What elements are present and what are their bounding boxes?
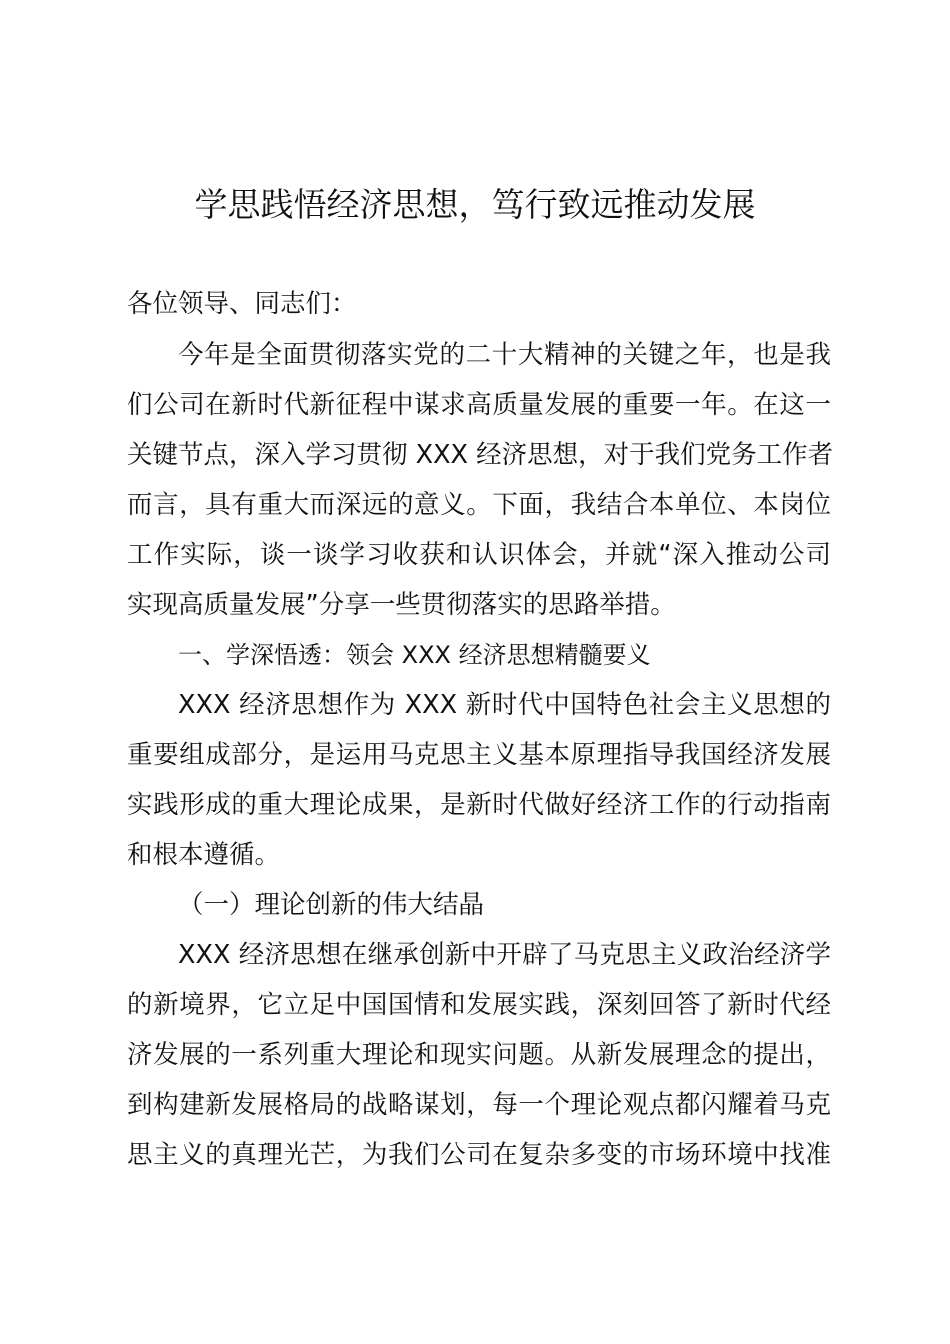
subsection-heading: （一）理论创新的伟大结晶	[178, 890, 485, 920]
paragraph-line: XXX 经济思想在继承创新中开辟了马克思主义政治经济学	[178, 940, 831, 970]
paragraph-line: 实现高质量发展”分享一些贯彻落实的思路举措。	[127, 590, 676, 620]
document-title: 学思践悟经济思想，笃行致远推动发展	[194, 185, 756, 224]
paragraph-line: 重要组成部分，是运用马克思主义基本原理指导我国经济发展	[127, 740, 831, 770]
paragraph-line: 而言，具有重大而深远的意义。下面，我结合本单位、本岗位	[127, 490, 831, 520]
paragraph-line: 实践形成的重大理论成果，是新时代做好经济工作的行动指南	[127, 790, 831, 820]
section-heading: 一、学深悟透：领会 XXX 经济思想精髓要义	[178, 641, 651, 669]
paragraph-line: 和根本遵循。	[127, 840, 281, 870]
paragraph-line: XXX 经济思想作为 XXX 新时代中国特色社会主义思想的	[178, 690, 831, 720]
paragraph-line: 们公司在新时代新征程中谋求高质量发展的重要一年。在这一	[127, 390, 831, 420]
paragraph-line: 到构建新发展格局的战略谋划，每一个理论观点都闪耀着马克	[127, 1090, 831, 1120]
paragraph-line: 工作实际，谈一谈学习收获和认识体会，并就“深入推动公司	[127, 540, 831, 570]
paragraph-line: 思主义的真理光芒，为我们公司在复杂多变的市场环境中找准	[127, 1140, 831, 1170]
greeting: 各位领导、同志们：	[127, 289, 357, 319]
paragraph-line: 今年是全面贯彻落实党的二十大精神的关键之年，也是我	[178, 340, 831, 370]
paragraph-line: 关键节点，深入学习贯彻 XXX 经济思想，对于我们党务工作者	[127, 440, 834, 470]
paragraph-line: 济发展的一系列重大理论和现实问题。从新发展理念的提出，	[127, 1040, 831, 1070]
paragraph-line: 的新境界，它立足中国国情和发展实践，深刻回答了新时代经	[127, 990, 831, 1020]
